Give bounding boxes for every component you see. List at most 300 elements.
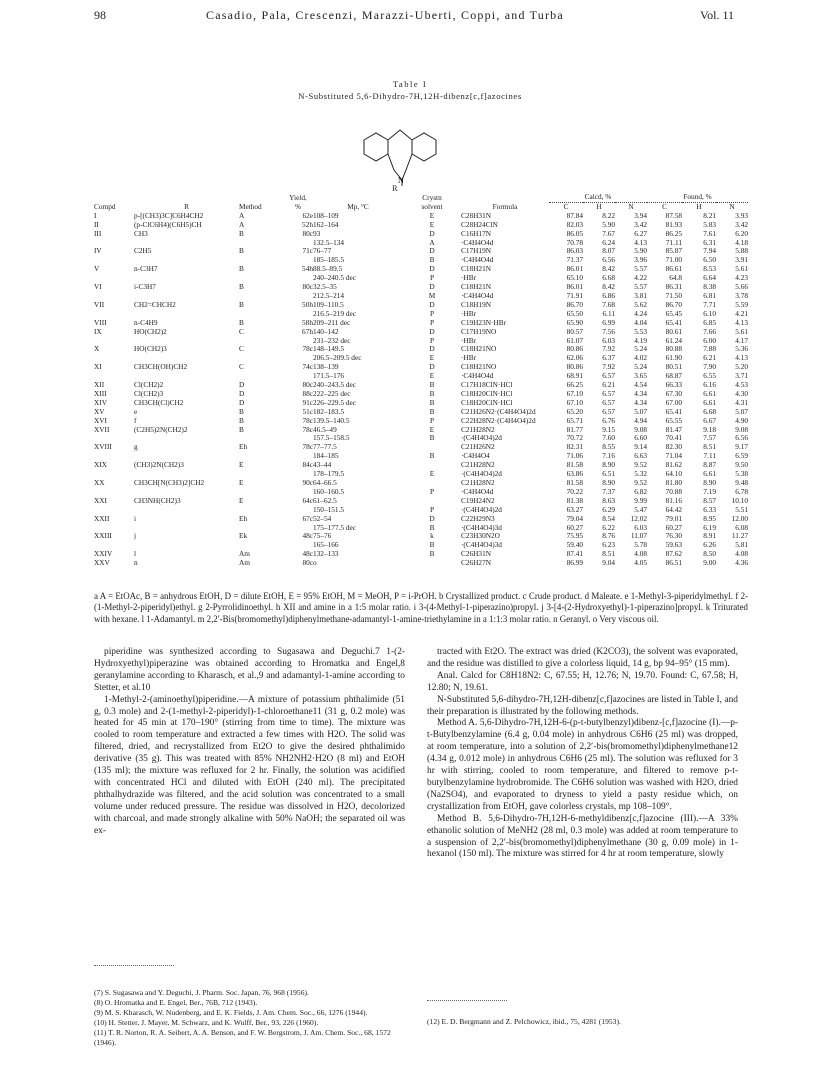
table-row xyxy=(94,345,748,354)
cell-r: g xyxy=(134,443,138,452)
cell-yield xyxy=(283,524,313,533)
cell-formula: ·C4H4O4d xyxy=(461,256,494,265)
cell-found-n: 5.61 xyxy=(735,265,749,274)
footnote: (7) S. Sugasawa and Y. Deguchi, J. Pharm. Soc. Japan, 76, 968 (1956). xyxy=(94,988,309,997)
cell-yield: 78c xyxy=(302,345,313,354)
cell-solvent xyxy=(403,443,461,452)
cell-method: C xyxy=(239,363,244,372)
cell-r: (C2H5)2N(CH2)2 xyxy=(134,425,188,434)
cell-formula: ·HBr xyxy=(461,336,476,345)
cell-solvent xyxy=(403,479,461,488)
cell-calcd-h: 9.15 xyxy=(602,425,615,434)
table-row xyxy=(94,265,748,274)
footnote: (8) O. Hromatka and E. Engel, Ber., 76B, 712 (1943). xyxy=(94,998,258,1007)
cell-formula: C19H24N2 xyxy=(461,496,495,505)
cell-mp: 46.5–49 xyxy=(313,425,337,434)
cell-formula: ·C4H4O4d xyxy=(461,487,494,496)
table-row xyxy=(94,301,748,310)
cell-found-n: 5.07 xyxy=(735,407,749,416)
cell-found-n: 9.17 xyxy=(735,443,749,452)
table-row xyxy=(94,372,748,381)
cell-found-n: 4.08 xyxy=(735,550,749,559)
cell-mp: 43–44 xyxy=(313,461,332,470)
cell-solvent: A xyxy=(429,238,435,247)
cell-found-h: 6.33 xyxy=(703,505,717,514)
cell-method xyxy=(239,239,283,248)
cell-method: D xyxy=(239,381,245,390)
cell-calcd-n: 6.60 xyxy=(634,434,648,443)
cell-calcd-n: 4.34 xyxy=(634,389,648,398)
cell-r: CH3CH[N(CH3)2]CH2 xyxy=(134,479,205,487)
cell-compd: VIII xyxy=(94,318,107,327)
cell-calcd-n: 3.65 xyxy=(634,372,648,381)
body-paragraph: Method B. 5,6-Dihydro-7H,12H-6-methyldibenz[c,f]azocine (III).—A 33% ethanolic solution of MeNH2 (28 ml, 0.3 mole) was added at room temperature to a suspension of 2,2′-bis(bromomethyl)diphenylmethane (30 g, 0.09 mole) in 1-hexanol (150 ml). The mixture was stirred for 4 hr at room temperature, slowly xyxy=(427,813,738,860)
cell-calcd-h: 7.92 xyxy=(602,363,615,372)
cell-mp: 175–177.5 dec xyxy=(313,523,356,532)
cell-yield xyxy=(283,470,313,479)
cell-formula: ·C4H4O4d xyxy=(461,238,494,247)
cell-found-n: 4.13 xyxy=(735,354,749,363)
cell-solvent: P xyxy=(429,318,435,327)
cell-yield: 84c xyxy=(302,461,313,470)
table-row xyxy=(94,212,748,221)
cell-mp: 226–229.5 dec xyxy=(313,398,356,407)
cell-mp: 240–240.5 dec xyxy=(313,274,356,283)
cell-solvent: B xyxy=(429,398,435,407)
cell-method xyxy=(239,452,283,461)
cell-compd xyxy=(94,506,134,515)
cell-method xyxy=(239,274,283,283)
table-row xyxy=(94,541,748,550)
cell-method: Am xyxy=(239,550,250,559)
cell-solvent: B xyxy=(429,550,435,559)
table-row xyxy=(94,488,748,497)
cell-calcd-n: 5.07 xyxy=(634,407,648,416)
cell-calcd-h: 8.63 xyxy=(602,496,615,505)
cell-solvent: k xyxy=(430,532,434,541)
footnote: (9) M. S. Kharasch, W. Nudenberg, and E. K. Fields, J. Am. Chem. Soc., 66, 1276 (1944). xyxy=(94,1008,368,1017)
cell-mp: 150–151.5 xyxy=(313,505,345,514)
cell-solvent: B xyxy=(429,541,435,550)
cell-r xyxy=(134,434,239,443)
body-paragraph: piperidine was synthesized according to Sugasawa and Deguchi.7 1-(2-Hydroxyethyl)piperazine was obtained according to Hromatka and Engel,8 geranylamine according to Kharasch, et al.,9 and adamantyl-1-amine according to Stetter, et al.10 xyxy=(94,647,405,693)
table-row xyxy=(94,532,748,541)
cell-found-h: 7.94 xyxy=(703,247,717,256)
cell-mp: 216.5–219 dec xyxy=(313,309,356,318)
cell-r: i-C3H7 xyxy=(134,283,156,292)
cell-r xyxy=(134,470,239,479)
cell-compd: IX xyxy=(94,327,102,336)
cell-yield: 62e xyxy=(302,211,313,220)
cell-calcd-n: 9.14 xyxy=(634,443,648,452)
header-r: R xyxy=(184,202,189,211)
header-yield: % xyxy=(294,202,302,211)
cell-compd: XXI xyxy=(94,496,107,505)
cell-mp: 231–232 dec xyxy=(313,336,351,345)
cell-r xyxy=(134,239,239,248)
cell-solvent: P xyxy=(429,336,435,345)
cell-calcd-h: 6.76 xyxy=(602,416,615,425)
cell-solvent: E xyxy=(429,211,435,220)
cell-found-h: 6.21 xyxy=(703,354,717,363)
cell-method xyxy=(239,470,283,479)
cell-r xyxy=(134,292,239,301)
cell-formula: C22H29N3 xyxy=(461,514,495,523)
cell-yield: 74c xyxy=(302,363,313,372)
table-row xyxy=(94,399,748,408)
cell-r: l xyxy=(134,550,137,559)
cell-calcd-c: 71.91 xyxy=(566,291,583,300)
cell-method xyxy=(239,541,283,550)
cell-calcd-n: 5.78 xyxy=(634,541,648,550)
cell-solvent: P xyxy=(429,505,435,514)
cell-yield xyxy=(283,506,313,515)
cell-found-n: 5.20 xyxy=(735,363,749,372)
cell-calcd-c: 62.06 xyxy=(566,354,583,363)
cell-solvent: E xyxy=(429,470,435,479)
cell-r xyxy=(134,452,239,461)
cell-mp: 209–211 dec xyxy=(313,318,351,327)
cell-calcd-c: 81.38 xyxy=(566,496,583,505)
cell-calcd-n: 5.53 xyxy=(634,327,648,336)
cell-yield: 91c xyxy=(302,398,313,407)
cell-calcd-c: 68.91 xyxy=(566,372,583,381)
cell-compd: XVIII xyxy=(94,443,112,452)
cell-found-n: 3.91 xyxy=(735,256,749,265)
cell-mp: 212.5–214 xyxy=(313,291,345,300)
cell-calcd-c: 86.03 xyxy=(566,247,583,256)
cell-yield: 54h xyxy=(302,265,313,274)
cell-r: n-C3H7 xyxy=(134,265,158,274)
cell-found-n: 5.66 xyxy=(735,283,749,292)
cell-mp: 165–166 xyxy=(313,541,339,550)
table-number: Table I xyxy=(392,79,428,89)
cell-found-n: 4.30 xyxy=(735,389,749,398)
cell-found-c: 86.31 xyxy=(665,283,683,292)
footnote: (10) H. Stetter, J. Mayer, M. Schwarz, and K. Wulff, Ber., 93, 226 (1960). xyxy=(94,1018,319,1027)
cell-mp: 32.5–35 xyxy=(313,283,337,292)
cell-mp: 93 xyxy=(313,229,321,238)
header-calcd: Calcd, % xyxy=(549,193,647,202)
cell-found-h: 7.66 xyxy=(703,327,717,336)
cell-calcd-c: 80.86 xyxy=(566,345,583,354)
cell-r xyxy=(134,274,239,283)
cell-r: n xyxy=(134,559,138,568)
cell-method: A xyxy=(239,220,245,229)
cell-found-h: 7.90 xyxy=(703,363,717,372)
cell-found-c: 86.70 xyxy=(665,300,683,309)
cell-found-h: 8.53 xyxy=(703,265,717,274)
cell-calcd-c: 86.01 xyxy=(566,283,583,292)
cell-found-n: 3.93 xyxy=(735,211,749,220)
cell-calcd-n: 4.34 xyxy=(634,398,648,407)
cell-calcd-h: 6.21 xyxy=(602,381,615,390)
structure-r-label: R xyxy=(392,183,398,193)
header-method: Method xyxy=(239,202,262,211)
cell-solvent: P xyxy=(429,274,435,283)
cell-formula: C21H28N2 xyxy=(461,425,495,434)
cell-found-h: 8.38 xyxy=(703,283,717,292)
cell-yield xyxy=(283,354,313,363)
cell-compd: XV xyxy=(94,407,105,416)
footnote: (12) E. D. Bergmann and Z. Pelchowicz, ibid., 75, 4281 (1953). xyxy=(427,1017,621,1026)
cell-compd: XXII xyxy=(94,514,110,523)
cell-calcd-h: 6.22 xyxy=(602,523,615,532)
cell-found-c: 64.42 xyxy=(665,505,683,514)
header-solvent: solvent xyxy=(421,202,443,211)
cell-found-c: 71.11 xyxy=(665,238,683,247)
cell-calcd-c: 63.27 xyxy=(566,505,583,514)
cell-found-n: 5.59 xyxy=(735,300,749,309)
cell-method: Ek xyxy=(239,532,248,541)
cell-compd xyxy=(94,541,134,550)
table-row xyxy=(94,328,748,337)
cell-yield xyxy=(283,434,313,443)
cell-solvent: D xyxy=(429,300,435,309)
cell-formula: C21H26N2 xyxy=(461,443,495,452)
cell-found-c: 76.30 xyxy=(665,532,683,541)
cell-formula: ·C4H4O4d xyxy=(461,372,494,381)
cell-found-h: 6.31 xyxy=(703,238,717,247)
table-row xyxy=(94,337,748,346)
cell-formula: C23H30N2O xyxy=(461,532,500,541)
cell-calcd-c: 87.84 xyxy=(566,211,583,220)
cell-compd: XI xyxy=(94,363,102,372)
cell-found-c: 80.61 xyxy=(665,327,683,336)
cell-formula: C16H17N xyxy=(461,229,491,238)
cell-formula: C28H31N xyxy=(461,211,491,220)
header-row-top xyxy=(94,193,748,202)
cell-calcd-c: 71.37 xyxy=(566,256,583,265)
cell-found-h: 6.61 xyxy=(703,389,717,398)
cell-calcd-h: 6.68 xyxy=(602,274,615,283)
footnotes-left xyxy=(94,965,405,1048)
table-body xyxy=(94,212,748,568)
cell-found-n: 4.21 xyxy=(735,309,749,318)
cell-solvent: D xyxy=(429,363,435,372)
cell-found-h: 7.71 xyxy=(703,300,717,309)
cell-found-n: 6.59 xyxy=(735,452,749,461)
cell-found-c: 68.87 xyxy=(665,372,683,381)
cell-found-h: 7.57 xyxy=(703,434,717,443)
cell-solvent: D xyxy=(429,229,435,238)
cell-yield xyxy=(283,372,313,381)
cell-calcd-h: 6.57 xyxy=(602,372,615,381)
table-row xyxy=(94,470,748,479)
cell-solvent: D xyxy=(429,283,435,292)
cell-mp: 148–149.5 xyxy=(313,345,345,354)
cell-solvent: D xyxy=(429,265,435,274)
cell-formula: ·(C4H4O4)3d xyxy=(461,541,502,550)
cell-compd: XVI xyxy=(94,416,107,425)
cell-found-c: 82.30 xyxy=(665,443,683,452)
cell-calcd-n: 4.13 xyxy=(634,238,648,247)
cell-found-h: 6.16 xyxy=(703,381,717,390)
cell-compd xyxy=(94,256,134,265)
cell-formula: ·(C4H4O4)2d xyxy=(461,470,502,479)
cell-found-c: 81.93 xyxy=(665,220,683,229)
cell-mp: 178–179.5 xyxy=(313,470,345,479)
cell-calcd-h: 6.56 xyxy=(602,256,615,265)
table-row xyxy=(94,292,748,301)
header-row xyxy=(94,202,748,211)
cell-calcd-h: 6.51 xyxy=(602,470,615,479)
cell-yield: 67c xyxy=(302,514,313,523)
table-row xyxy=(94,497,748,506)
table-footnotes: a A = EtOAc, B = anhydrous EtOH, D = dilute EtOH, E = 95% EtOH, M = MeOH, P = i-PrOH. b Crystallized product. c Crude product. d Maleate. e 1-Methyl-3-piperidylmethyl. f 2-(1-Methyl-2-piperidyl)ethyl. g 2-Pyrrolidinoethyl. h XII and amine in a 1:5 molar ratio. i 3-(4-Methyl-1-piperazino)propyl. j 3-[4-(2-Hydroxyethyl)-1-piperazino]propyl. k Triturated with hexane. l 1-Adamantyl. m 2,2′-Bis(bromomethyl)diphenylmethane-adamantyl-1-amine-triethylamine in a 1:1:3 molar ratio. n Geranyl. o Very viscous oil. xyxy=(94,591,748,624)
table-caption xyxy=(0,78,820,102)
cell-calcd-c: 81.77 xyxy=(566,425,583,434)
cell-calcd-n: 5.32 xyxy=(634,470,648,479)
cell-solvent: P xyxy=(429,487,435,496)
cell-calcd-h: 8.07 xyxy=(602,247,615,256)
cell-found-h: 7.11 xyxy=(703,452,717,461)
cell-compd: XVII xyxy=(94,425,110,434)
header-yield-top: Yield, xyxy=(289,193,307,202)
cell-solvent xyxy=(403,461,461,470)
cell-calcd-n: 4.02 xyxy=(634,354,648,363)
cell-solvent: D xyxy=(429,247,435,256)
cell-mp: 76–77 xyxy=(313,247,332,256)
cell-yield xyxy=(283,310,313,319)
cell-found-c: 86.25 xyxy=(665,229,683,238)
cell-r: C2H5 xyxy=(134,247,152,256)
cell-found-c: 70.41 xyxy=(665,434,683,443)
cell-calcd-c: 80.57 xyxy=(566,327,583,336)
header-solvent-top: Crystn xyxy=(422,193,442,202)
cell-compd: XIV xyxy=(94,398,107,407)
cell-method: A xyxy=(239,211,245,220)
cell-calcd-c: 67.10 xyxy=(566,389,583,398)
cell-yield xyxy=(283,541,313,550)
cell-compd: XX xyxy=(94,479,105,487)
cell-method: B xyxy=(239,300,244,309)
cell-method: Am xyxy=(239,559,250,568)
cell-compd xyxy=(94,337,134,346)
cell-mp: 132.5–134 xyxy=(313,238,345,247)
svg-text:N: N xyxy=(398,176,404,185)
cell-calcd-n: 3.96 xyxy=(634,256,648,265)
cell-calcd-c: 70.78 xyxy=(566,238,583,247)
table-row xyxy=(94,354,748,363)
cell-solvent: D xyxy=(429,514,435,523)
cell-mp: 185–185.5 xyxy=(313,256,345,265)
cell-found-h: 8.50 xyxy=(703,550,717,559)
cell-found-c: 81.62 xyxy=(665,461,683,470)
cell-found-c: 80.51 xyxy=(665,363,683,372)
cell-r: n-C4H9 xyxy=(134,318,158,327)
dibenzazocine-structure xyxy=(340,112,460,192)
cell-found-n: 4.18 xyxy=(735,238,749,247)
cell-compd: XIII xyxy=(94,389,107,398)
cell-calcd-c: 80.86 xyxy=(566,363,583,372)
cell-method xyxy=(239,354,283,363)
table-row xyxy=(94,319,748,328)
cell-found-h: 6.26 xyxy=(703,541,717,550)
cell-calcd-h: 8.90 xyxy=(602,461,615,470)
cell-r: i xyxy=(134,514,137,523)
body-paragraph: tracted with Et2O. The extract was dried (K2CO3), the solvent was evaporated, and the residue was distilled to give a colorless liquid, 14 g, bp 94–95° (15 mm). xyxy=(427,647,738,669)
cell-method xyxy=(239,488,283,497)
table-row xyxy=(94,221,748,230)
cell-compd: I xyxy=(94,211,97,220)
body-paragraph: Method A. 5,6-Dihydro-7H,12H-6-(p-t-butylbenzyl)dibenz-[c,f]azocine (I).—p-t-Butylbenzylamine (6.4 g, 0.04 mole) in anhydrous C6H6 (25 ml) was dropped, at room temperature, into a solution of 2,2′-bis(bromomethyl)diphenylmethane12 (4.34 g, 0.012 mole) in anhydrous C6H6 (25 ml). The solution was refluxed for 3 hr with stirring, cooled to room temperature, and filtered to remove p-t-butylbenzylamine hydrobromide. The C6H6 solution was washed with H2O, dried (Na2SO4), and evaporated to dryness to yield a pasty residue which, on crystallization from EtOH, gave colorless crystals, mp 108–109°. xyxy=(427,718,738,812)
cell-found-n: 3.42 xyxy=(735,220,749,229)
cell-compd xyxy=(94,354,134,363)
cell-method: E xyxy=(239,496,244,505)
table-row xyxy=(94,417,748,426)
cell-calcd-n: 11.07 xyxy=(630,532,648,541)
compound-table xyxy=(94,193,748,568)
cell-found-n: 6.20 xyxy=(735,229,749,238)
cell-mp: 222–225 dec xyxy=(313,389,351,398)
cell-calcd-h: 8.22 xyxy=(602,211,615,220)
cell-found-h: 6.50 xyxy=(703,256,717,265)
cell-method: Eh xyxy=(239,514,248,523)
cell-calcd-n: 6.82 xyxy=(634,487,648,496)
cell-solvent: B xyxy=(429,389,435,398)
cell-calcd-h: 6.86 xyxy=(602,291,615,300)
cell-mp: 108–109 xyxy=(313,211,339,220)
cell-calcd-n: 3.81 xyxy=(634,291,648,300)
cell-calcd-n: 4.54 xyxy=(634,381,648,390)
cell-calcd-c: 86.01 xyxy=(566,265,583,274)
cell-found-h: 8.91 xyxy=(703,532,717,541)
cell-solvent: P xyxy=(429,416,435,425)
cell-calcd-h: 6.57 xyxy=(602,389,615,398)
cell-yield: 51c xyxy=(302,407,313,416)
cell-r xyxy=(134,354,239,363)
cell-formula: C21H28N2 xyxy=(461,461,495,470)
cell-method: B xyxy=(239,247,244,256)
cell-mp: o xyxy=(313,559,317,568)
cell-compd: IV xyxy=(94,247,102,256)
cell-calcd-c: 87.41 xyxy=(566,550,583,559)
cell-found-c: 87.62 xyxy=(665,550,683,559)
cell-solvent: P xyxy=(429,309,435,318)
cell-compd xyxy=(94,470,134,479)
cell-calcd-h: 6.24 xyxy=(602,238,615,247)
cell-calcd-h: 6.57 xyxy=(602,398,615,407)
cell-formula: ·HBr xyxy=(461,309,476,318)
cell-found-c: 79.01 xyxy=(665,514,683,523)
cell-method: B xyxy=(239,407,244,416)
cell-calcd-c: 65.90 xyxy=(566,318,583,327)
cell-yield: 50h xyxy=(302,300,313,309)
cell-compd: V xyxy=(94,265,100,274)
cell-yield xyxy=(283,292,313,301)
cell-calcd-h: 9.04 xyxy=(602,559,615,568)
cell-calcd-c: 59.40 xyxy=(566,541,583,550)
body-right-column xyxy=(427,647,738,861)
footnote: (11) T. R. Norton, R. A. Seibert, A. A. Benson, and F. W. Bergstrom, J. Am. Chem. Soc., 68, 1572 (1946). xyxy=(94,1028,391,1047)
cell-found-c: 67.00 xyxy=(665,398,683,407)
cell-calcd-c: 70.72 xyxy=(566,434,583,443)
cell-r xyxy=(134,488,239,497)
cell-found-n: 5.38 xyxy=(735,470,749,479)
cell-mp: 182–183.5 xyxy=(313,407,345,416)
cell-calcd-n: 9.99 xyxy=(634,496,648,505)
cell-found-c: 66.33 xyxy=(665,381,683,390)
cell-found-h: 7.61 xyxy=(703,229,717,238)
cell-calcd-n: 3.42 xyxy=(634,220,648,229)
cell-r: HO(CH2)2 xyxy=(134,327,167,336)
cell-r xyxy=(134,310,239,319)
cell-calcd-n: 5.57 xyxy=(634,265,648,274)
cell-calcd-c: 81.58 xyxy=(566,461,583,470)
cell-found-n: 10.10 xyxy=(731,496,749,505)
cell-calcd-h: 8.42 xyxy=(602,265,615,274)
